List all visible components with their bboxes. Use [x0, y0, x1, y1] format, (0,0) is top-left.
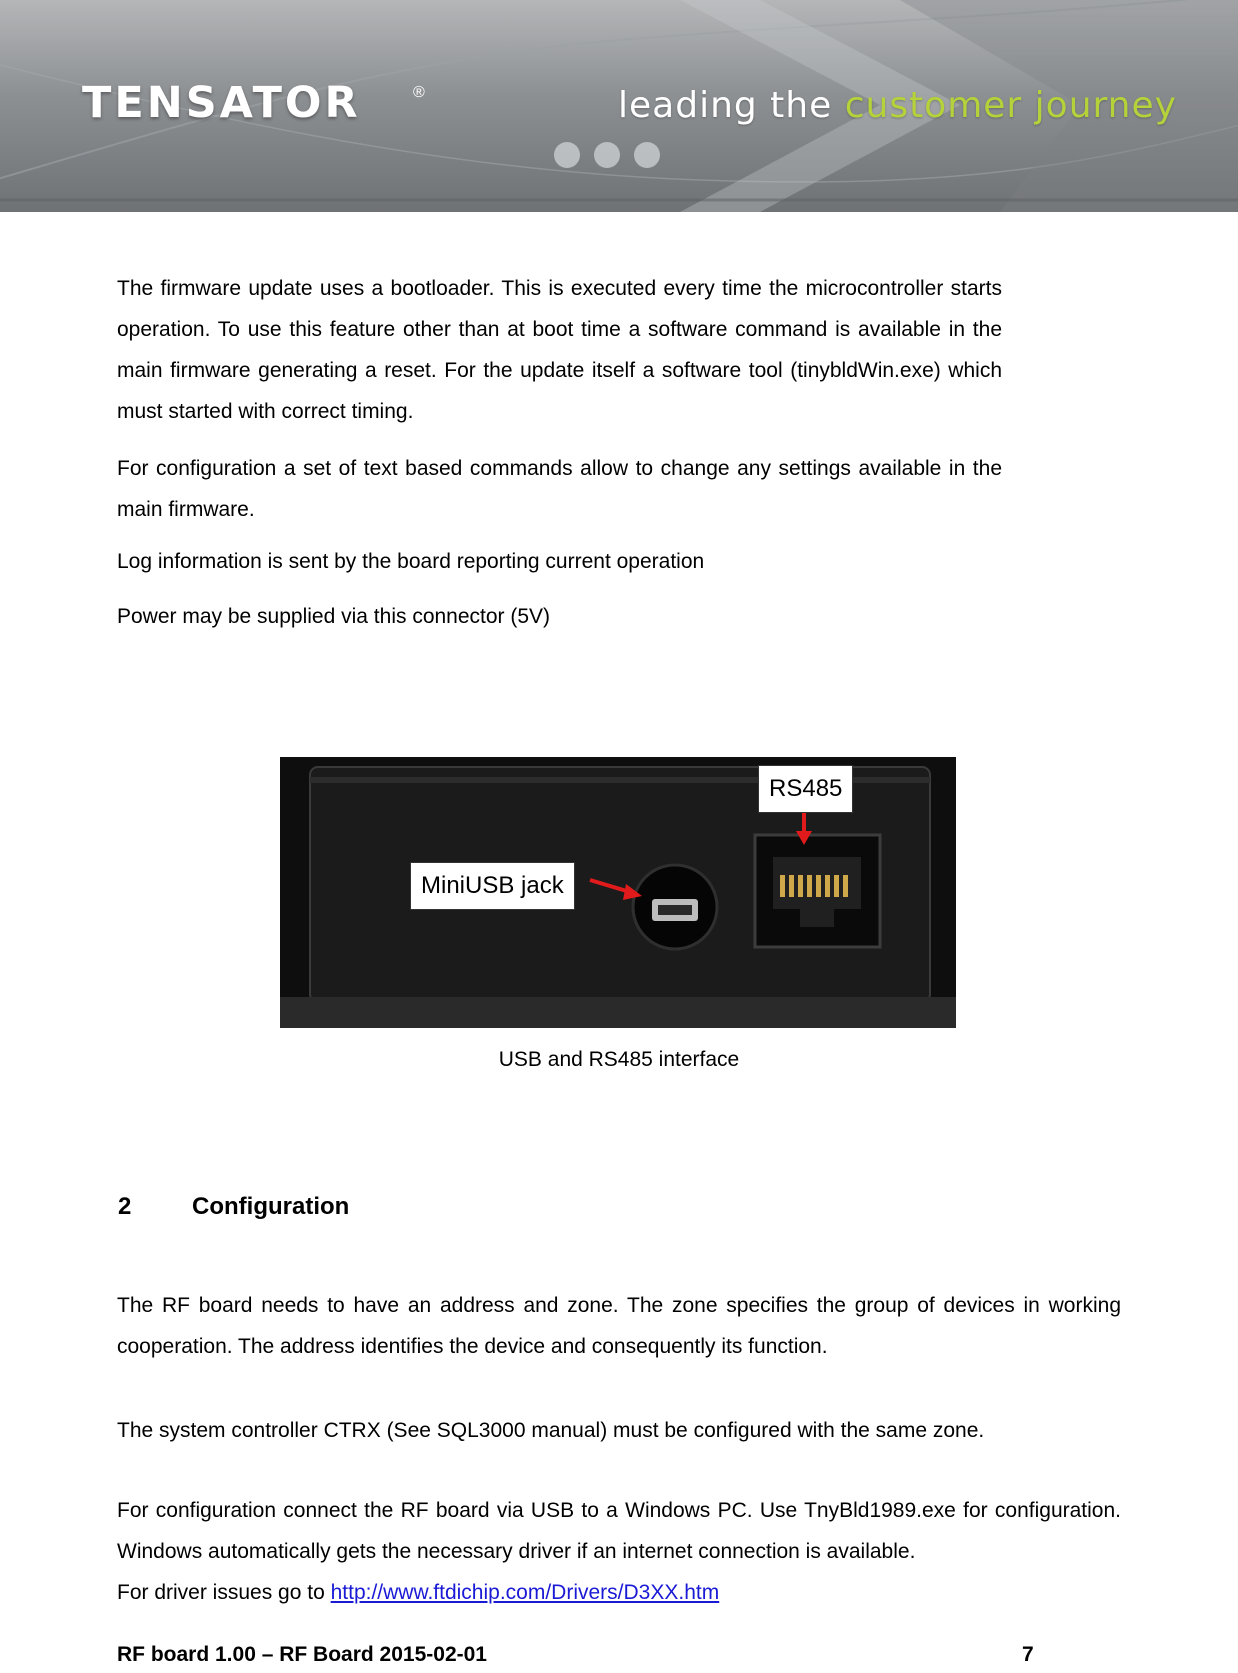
intro-paragraph-log: Log information is sent by the board reporting current operation [117, 550, 705, 573]
tagline [618, 85, 1177, 126]
intro-paragraph-configuration: For configuration a set of text based commands allow to change any settings available in the main firmware. [117, 457, 1002, 521]
section-title: Configuration [192, 1193, 350, 1220]
tagline-prefix: leading the [618, 85, 845, 126]
intro-paragraph-power: Power may be supplied via this connector (5V) [117, 605, 551, 628]
driver-text: For driver issues go to [117, 1581, 331, 1604]
section-number: 2 [118, 1193, 132, 1220]
device-photo [280, 757, 956, 1028]
footer-document-title: RF board 1.00 – RF Board 2015-02-01 [117, 1643, 487, 1666]
ftdi-driver-link[interactable]: http://www.ftdichip.com/Drivers/D3XX.htm [330, 1581, 720, 1604]
miniusb-label: MiniUSB jack [410, 862, 575, 910]
tensator-logo: TENSATOR [82, 78, 361, 128]
device-illustration [280, 757, 956, 1028]
figure-caption: USB and RS485 interface [498, 1048, 740, 1071]
tagline-accent: customer journey [844, 85, 1177, 126]
config-paragraph-address: The RF board needs to have an address and zone. The zone specifies the group of devices in working cooperation. The address identifies the device and consequently its function. [117, 1294, 1121, 1358]
footer-page-number: 7 [1022, 1643, 1034, 1666]
config-paragraph-driver [117, 1572, 1121, 1613]
intro-paragraph-bootloader: The firmware update uses a bootloader. This is executed every time the microcontroller starts operation. To use this feature other than at boot time a software command is available in the main firmware generating a reset. For the update itself a software tool (tinybldWin.exe) which must started with correct timing. [117, 277, 1002, 423]
config-paragraph-usb: For configuration connect the RF board via USB to a Windows PC. Use TnyBld1989.exe for configuration. Windows automatically gets the necessary driver if an internet connection is available. [117, 1499, 1121, 1563]
rs485-label: RS485 [758, 765, 853, 813]
registered-mark: ® [413, 84, 425, 101]
header-banner [0, 0, 1238, 212]
config-paragraph-controller: The system controller CTRX (See SQL3000 manual) must be configured with the same zone. [117, 1419, 985, 1442]
